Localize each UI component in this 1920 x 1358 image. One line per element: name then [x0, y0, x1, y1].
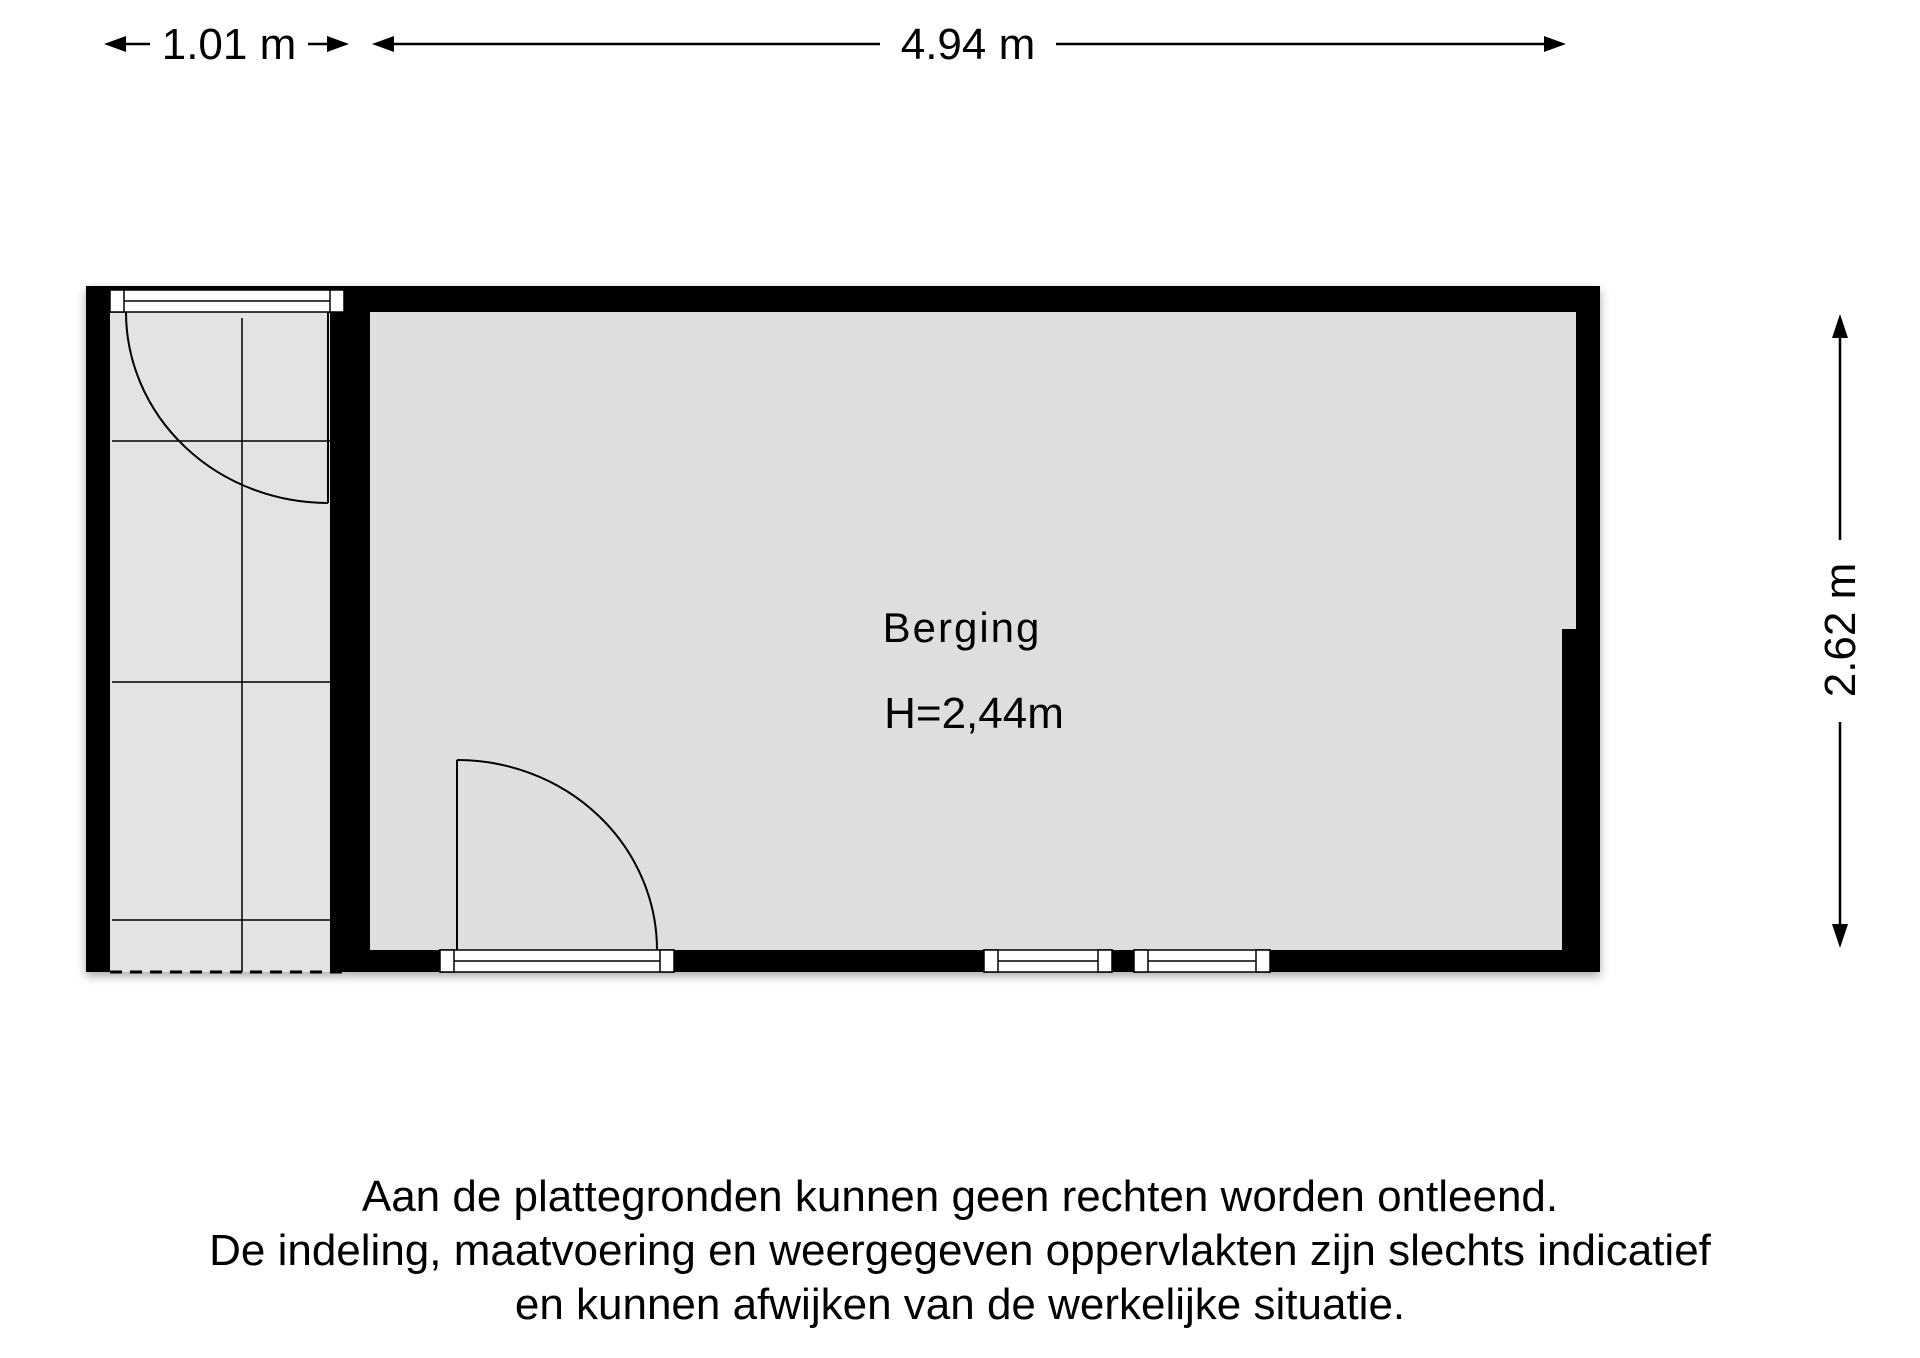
disclaimer-line-1: Aan de plattegronden kunnen geen rechten worden ontleend.: [361, 1172, 1559, 1221]
disclaimer-line-3: en kunnen afwijken van de werkelijke situatie.: [514, 1280, 1406, 1329]
room-height: H=2,44m: [884, 689, 1064, 738]
room-name: Berging: [882, 604, 1042, 651]
disclaimer-line-2: De indeling, maatvoering en weergegeven oppervlakten zijn slechts indicatief: [209, 1226, 1711, 1275]
disclaimer: [0, 1170, 1920, 1332]
dimension-top-left: [104, 20, 349, 69]
window-bottom-2: [1134, 950, 1270, 972]
dimension-label-width-left: 1.01 m: [161, 20, 297, 69]
porch-area: [86, 286, 344, 972]
dimension-label-width-main: 4.94 m: [900, 20, 1036, 69]
dimension-right: [1816, 314, 1865, 948]
window-bottom-1: [984, 950, 1112, 972]
dimension-top-main: [372, 20, 1566, 69]
wall-niche: [1562, 312, 1576, 629]
dimension-label-height: 2.62 m: [1816, 562, 1865, 698]
